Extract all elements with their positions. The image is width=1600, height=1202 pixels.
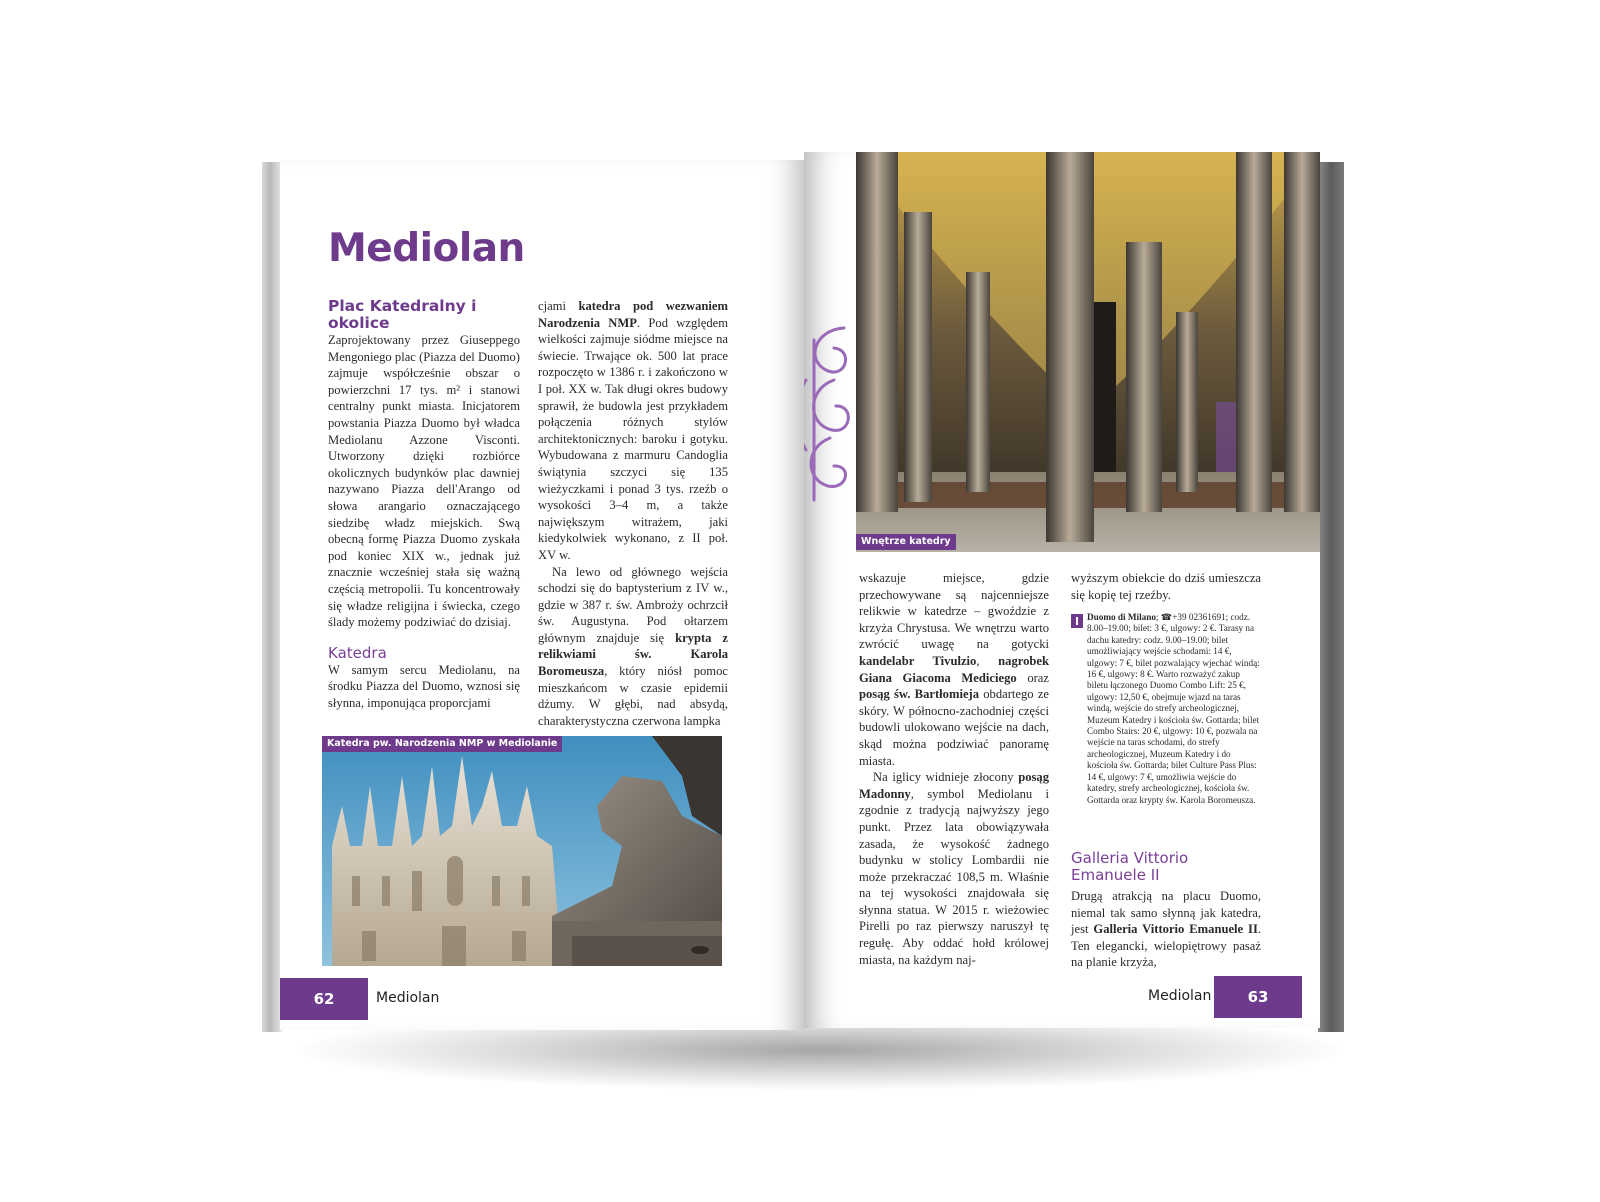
info-icon <box>1071 614 1083 628</box>
madonna-continuation: wyższym obiekcie do dziś umieszcza się kopię tej rzeźby. <box>1071 571 1261 602</box>
right-page <box>804 152 1320 1028</box>
section-heading-katedra: Katedra <box>328 643 387 662</box>
info-box <box>1071 612 1261 806</box>
book-edge-right <box>1318 162 1344 1032</box>
section-text-plac: Zaprojektowany przez Giuseppego Mengoniego plac (Piazza del Duomo) zajmuje współcześnie obszar o powierzchni 17 tys. m² i stanowi centralny punkt miasta. Inicjatorem powstania Piazza Duomo był władca Mediolanu Azzone Visconti. Utworzony dzięki rozbiórce okolicznych budynków plac dawniej nazywano Piazza dell'Arango od słowa arangario oznaczającego siedzibę władz miejskich. Swą obecną formę Piazza Duomo zyskała pod koniec XIX w., jednak już znacznie wcześniej stała się ważną częścią metropolii. Tu koncentrowały się władze religijna i świecka, czego ślady możemy podziwiać do dzisiaj. <box>328 333 520 630</box>
katedra-paragraph-1: cjami katedra pod wezwaniem Narodzenia NMP. Pod względem wielkości zajmuje siódme miejsce na świecie. Trwające ok. 500 lat prace rozpoczęto w 1386 r. i zakończono w I poł. XX w. Tak długi okres budowy sprawił, że budowla jest przykładem połączenia różnych stylów architektonicznych: baroku i gotyku. Wybudowana z marmuru Candoglia świątynia szczyci się 135 wieżyczkami i ponad 3 tys. rzeźb o wysokości 3–4 m, a także największym witrażem, jaki kiedykolwiek wykonano, z II poł. XV w. <box>538 299 729 562</box>
running-footer: Mediolan <box>1148 988 1212 1004</box>
left-column-2 <box>538 298 728 729</box>
relics-paragraph: wskazuje miejsce, gdzie przechowywane są najcenniejsze relikwie w katedrze – gwoździe z krzyża Chrystusa. We wnętrzu warto zwrócić uwagę na gotycki kandelabr Tivulzio, nagrobek Giana Giacoma Mediciego oraz posąg św. Bartłomieja obdartego ze skóry. W północno-zachodniej części budowli ulokowano wejście na dach, skąd można podziwiać panoramę miasta. <box>859 571 1049 768</box>
page-title: Mediolan <box>328 226 525 271</box>
ornament-scroll-icon <box>804 320 864 510</box>
page-number: 62 <box>280 978 368 1020</box>
book-edge-left <box>262 162 282 1032</box>
section-heading-plac: Plac Katedralny i okolice <box>328 297 477 332</box>
left-column-1 <box>328 298 520 711</box>
right-column-2 <box>1071 570 1261 603</box>
photo-caption: Wnętrze katedry <box>856 534 956 550</box>
cathedral-interior-photo <box>856 152 1320 552</box>
katedra-paragraph-2: Na lewo od głównego wejścia schodzi się do baptysterium z IV w., gdzie w 387 r. św. Ambroży ochrzcił św. Augustyna. Pod ołtarzem głównym znajduje się krypta z relikwiami św. Karola Boromeusza, który niósł pomoc mieszkańcom w czasie epidemii dżumy. W głębi, nad absydą, charakterystyczna czerwona lampka <box>538 564 729 728</box>
photo-caption: Katedra pw. Narodzenia NMP w Mediolanie <box>322 736 562 752</box>
cathedral-exterior-photo <box>322 736 722 966</box>
galleria-section <box>1071 850 1261 971</box>
info-text: Duomo di Milano; ☎+39 02361691; codz. 8.00–19.00; bilet: 3 €, ulgowy: 2 €. Tarasy na dachu katedry: codz. 9.00–19.00; bilet umożliwiający wejście schodami: 14 €, ulgowy: 7 €, bilet pozwalający wjechać windą: 16 €, ulgowy: 8 €. Warto rozważyć zakup biletu łączonego Duomo Combo Lift: 25 €, ulgowy: 12,50 €, obejmuje wjazd na taras windą, wejście do strefy archeologicznej, Muzeum Katedry i kościoła św. Gottarda; bilet Combo Stairs: 20 €, ulgowy: 10 €, pozwala na wejście na taras schodami, do strefy archeologicznej, Muzeum Katedry i do kościoła św. Gottarda; bilet Culture Pass Plus: 14 €, ulgowy: 7 €, umożliwia wejście do katedry, strefy archeologicznej, kościoła św. Gottarda oraz krypty św. Karola Boromeusza. <box>1087 612 1260 805</box>
running-footer: Mediolan <box>376 990 440 1006</box>
madonna-paragraph: Na iglicy widnieje złocony posąg Madonny, symbol Mediolanu i zgodnie z tradycją najwyższy jego punkt. Przez lata obowiązywała zasada, że wysokość żadnego budynku w stolicy Lombardii nie może przekraczać 108,5 m. Właśnie na tej wysokości znajdowała się słynna statua. W 2015 r. wieżowiec Pirelli po raz pierwszy naruszył tę regułę. Aby oddać hołd królowej miasta, na każdym naj- <box>859 770 1049 967</box>
cathedral-exterior-image <box>322 736 722 966</box>
right-column-1 <box>859 570 1049 968</box>
cathedral-interior-image <box>856 152 1320 552</box>
section-heading-galleria: Galleria Vittorio Emanuele II <box>1071 849 1189 884</box>
galleria-text: Drugą atrakcją na placu Duomo, niemal tak samo słynną jak katedra, jest Galleria Vittorio Emanuele II. Ten elegancki, wielopiętrowy pasaż na planie krzyża, <box>1071 889 1262 970</box>
page-number: 63 <box>1214 976 1302 1018</box>
section-text-katedra: W samym sercu Mediolanu, na środku Piazza del Duomo, wznosi się słynna, imponująca proporcjami <box>328 662 520 710</box>
left-page <box>280 160 804 1030</box>
